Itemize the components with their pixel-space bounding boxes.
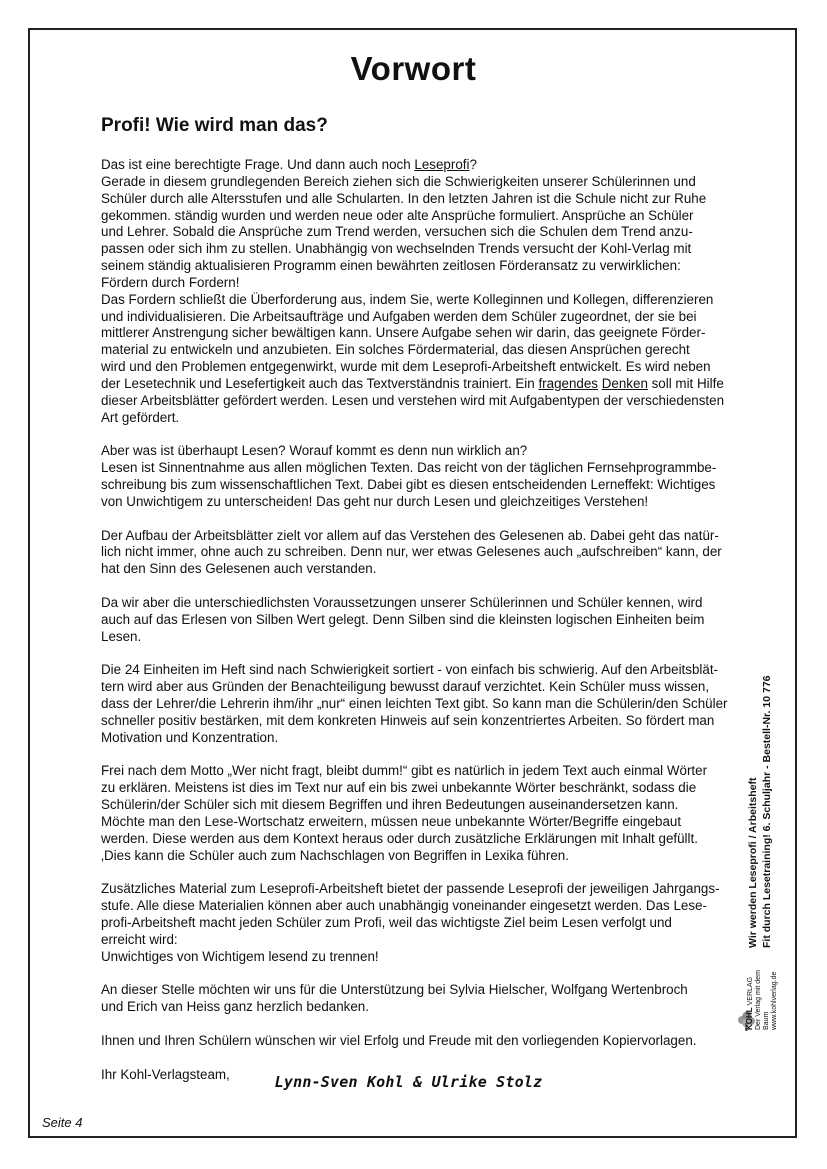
publisher-claim: Der Verlag mit dem Baum [755,970,770,1030]
paragraph-aufbau: Der Aufbau der Arbeitsblätter zielt vor allem auf das Verstehen des Gelesenen ab. Dabei geht das natür- lich nicht immer, ohne auch zu schreiben. Denn nur, wer etwas Gelesenes auch „aufschreiben“ kann, der hat den Sinn des Gelesenen auch verstanden. [101,527,722,577]
sidebar-line-2: Fit durch Lesetraining! 6. Schuljahr - Bestell-Nr. 10 776 [761,675,773,948]
signature [0,1073,827,1091]
publisher-url: www.kohlverlag.de [771,971,778,1030]
paragraph-motto: Frei nach dem Motto „Wer nicht fragt, bleibt dumm!“ gibt es natürlich in jedem Text auch einmal Wörter zu erklären. Meistens ist dies im Text nur auf ein bis zwei unbekannte Wörter beschränkt, sodass die Schülerin/der Schüler sich mit diesem Begriffen und ihren Bedeutungen auseinandersetzen kann. Möchte man den Lese-Wortschatz erweitern, müssen neue unbekannte Wörter/Begriffe eingebaut werden. Diese werden aus dem Kontext heraus oder durch zusätzliche Erklärungen mit Inhalt gefüllt. ‚Dies kann die Schüler auch zum Nachschlagen von Begriffen in Lexika führen. [101,763,708,863]
sidebar-line-1: Wir werden Leseprofi / Arbeitsheft [747,777,759,948]
paragraph-voraussetzungen: Da wir aber die unterschiedlichsten Voraussetzungen unserer Schülerinnen und Schüler kennen, wird auch auf das Erlesen von Silben Wert gelegt. Denn Silben sind die kleinsten logischen Einheiten beim Lesen. [101,594,705,644]
body-text [101,157,749,1083]
underlined-word-denken: Denken [601,375,648,391]
paragraph-einheiten: Die 24 Einheiten im Heft sind nach Schwierigkeit sortiert - von einfach bis schwierig. Auf den Arbeitsblät- tern wird aber aus Gründen der Benachteiligung bewusst darauf verzichtet. Kein Schüler muss wissen, dass der Lehrer/die Lehrerin ihm/ihr „nur“ einen leichten Text gibt. So kann man die Schülerin/den Schüler schneller positiv bestärken, mit dem konkreten Hinweis auf sein konzentriertes Arbeiten. So fördert man Motivation und Konzentration. [101,662,728,745]
underlined-word-leseprofi: Leseprofi [414,157,470,172]
paragraph-was-ist-lesen: Aber was ist überhaupt Lesen? Worauf kommt es denn nun wirklich an? Lesen ist Sinnentnahme aus allen möglichen Texten. Das reicht von der täglichen Fernsehprogrammbe- schreibung bis zum wissenschaftlichen Text. Dabei gibt es diesen entscheidenden Lerneffekt: Wichtiges von Unwichtigem zu unterscheiden! Das geht nur durch Lesen und gleichzeitiges Verstehen! [101,443,717,509]
publisher-logo [736,960,776,1035]
page-number: Seite 4 [42,1115,83,1130]
publisher-tag: VERLAG [747,976,754,1006]
paragraph-intro: Das ist eine berechtigte Frage. Und dann auch noch Leseprofi? Gerade in diesem grundlegenden Bereich ziehen sich die Schwierigkeiten unserer Schülerinnen und Schüler durch alle Altersstufen und alle Schularten. In den letzten Jahren ist die Schule nicht zur Ruhe gekommen. ständig wurden und werden neue oder alte Ansprüche formuliert. Ansprüche an Schüler und Lehrer. Sobald die Ansprüche zum Trend werden, versuchen sich die Schulen dem Trend anzu- passen oder sich ihm zu stellen. Unabhängig von wechselnden Trends versucht der Kohl-Verlag mit seinem ständig aktualisieren Programm einen bewährten zeitlosen Förderansatz zu verwirklichen: Fördern durch Fordern! Das Fordern schließt die Überforderung aus, indem Sie, werte Kolleginnen und Kollegen, differenzieren und individualisieren. Die Arbeitsaufträge und Aufgaben werden dem Schüler zugeordnet, der sie bei mittlerer Anstrengung sicher bewältigen kann. Unsere Aufgabe sehen wir darin, das geeignete Förder- material zu entwickeln und anzubieten. Ein solches Fördermaterial, das diesen Ansprüchen gerecht wird und den Problemen entgegenwirkt, wurde mit dem Leseprofi-Arbeitsheft entwickelt. Es wird neben der Lesetechnik und Lesefertigkeit auch das Textverständnis trainiert. Ein fragendes Denken soll mit Hilfe dieser Arbeitsblätter gefördert werden. Lesen und verstehen wird mit Aufgabentypen der verschiedensten Art gefördert. [101,157,725,425]
publisher-name: KOHL [745,1007,754,1030]
sidebar-book-info [742,648,790,948]
paragraph-wuensche: Ihnen und Ihren Schülern wünschen wir viel Erfolg und Freude mit den vorliegenden Kopiervorlagen. [101,1032,697,1048]
page-title: Vorwort [350,50,477,87]
paragraph-zusaetzliches-material: Zusätzliches Material zum Leseprofi-Arbeitsheft bietet der passende Leseprofi der jeweiligen Jahrgangs- stufe. Alle diese Materialien können aber auch unabhängig voneinander eingesetzt werden. Das Lese- profi-Arbeitsheft macht jeden Schüler zum Profi, weil das wichtigste Ziel beim Lesen verfolgt und erreicht wird: Unwichtiges von Wichtigem lesend zu trennen! [101,881,720,964]
underlined-word-fragendes: fragendes [538,375,598,391]
paragraph-gruss: Ihr Kohl-Verlagsteam, [101,1066,230,1082]
paragraph-dank: An dieser Stelle möchten wir uns für die Unterstützung bei Sylvia Hielscher, Wolfgang Wertenbroch und Erich van Heiss ganz herzlich bedanken. [101,982,688,1015]
signature-text: Lynn-Sven Kohl & Ulrike Stolz [274,1073,543,1091]
section-heading: Profi! Wie wird man das? [101,115,328,136]
